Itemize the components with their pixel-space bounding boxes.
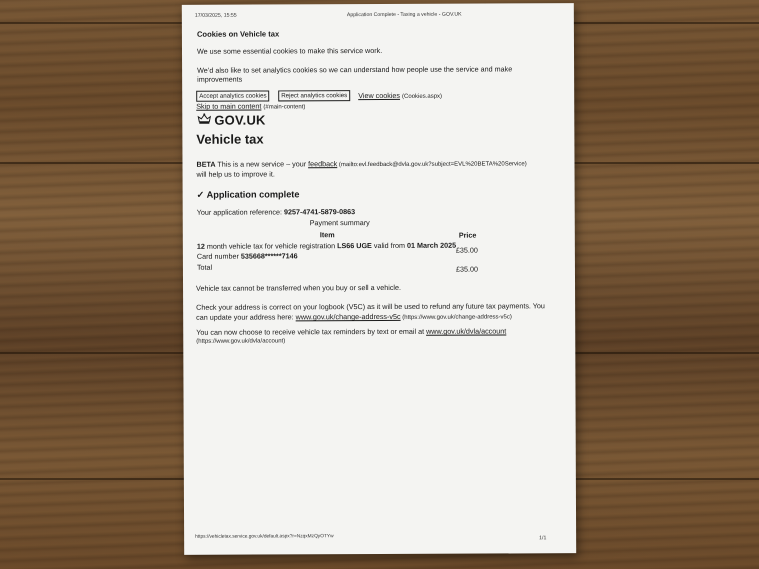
vehicle-registration: LS66 UGE xyxy=(337,241,372,251)
crown-icon xyxy=(197,113,211,126)
item-text: month vehicle tax for vehicle registration xyxy=(204,241,338,251)
application-reference xyxy=(197,207,355,217)
beta-banner xyxy=(196,158,526,170)
reference-label: Your application reference: xyxy=(196,207,284,217)
valid-from-date: 01 March 2025 xyxy=(406,240,457,250)
address-note: Check your address is correct on your logbook (V5C) as it will be used to refund any future tax payments. You xyxy=(196,301,545,312)
print-footer-url: https://vehicletax.service.gov.uk/default.aspx?r=NzqxMzQyOTYw xyxy=(195,534,334,540)
item-text: valid from xyxy=(371,240,408,251)
print-page-title: Application Complete - Taxing a vehicle - GOV.UK xyxy=(346,11,462,19)
govuk-logo[interactable]: GOV.UK xyxy=(214,112,266,128)
check-icon: ✓ xyxy=(196,189,205,200)
reminders-text: You can now choose to receive vehicle tax reminders by text or email at xyxy=(196,326,427,337)
total-price: £35.00 xyxy=(455,264,478,274)
column-header-item: Item xyxy=(319,230,335,240)
transfer-note: Vehicle tax cannot be transferred when you buy or sell a vehicle. xyxy=(196,282,402,293)
feedback-link[interactable]: feedback xyxy=(308,159,338,169)
skip-link-label[interactable]: Skip to main content xyxy=(196,101,262,111)
skip-link[interactable] xyxy=(196,101,305,112)
confirmation-title-text: Application complete xyxy=(206,189,300,200)
skip-link-url: (#main-content) xyxy=(263,104,306,111)
column-header-price: Price xyxy=(458,230,477,240)
beta-tag: BETA xyxy=(196,159,216,169)
feedback-url: (mailto:evl.feedback@dvla.gov.uk?subject=EVL%20BETA%20Service) xyxy=(337,161,527,169)
change-address-url: (https://www.gov.uk/change-address-v5c) xyxy=(400,314,512,321)
dvla-account-link[interactable]: www.gov.uk/dvla/account xyxy=(426,326,507,336)
print-page-number: 1/1 xyxy=(539,535,547,542)
accept-cookies-button[interactable]: Accept analytics cookies xyxy=(196,90,269,101)
table-row-item xyxy=(197,241,456,252)
print-datetime: 17/03/2025, 15:55 xyxy=(194,12,237,19)
printed-page xyxy=(182,3,576,555)
table-caption: Payment summary xyxy=(309,218,370,228)
duration-months: 12 xyxy=(196,241,205,251)
reminders-note xyxy=(196,326,506,337)
cookie-heading: Cookies on Vehicle tax xyxy=(196,29,280,39)
card-label: Card number xyxy=(196,251,241,261)
cookie-text: We’d also like to set analytics cookies so we can understand how people use the service and make xyxy=(197,64,513,75)
change-address-link[interactable]: www.gov.uk/change-address-v5c xyxy=(295,311,401,322)
confirmation-title xyxy=(197,188,300,201)
view-cookies-url: (Cookies.aspx) xyxy=(402,93,443,100)
reference-value: 9257-4741-5879-0863 xyxy=(283,207,356,217)
address-note-text: can update your address here: xyxy=(196,312,296,322)
total-label: Total xyxy=(196,262,213,272)
cookie-text: We use some essential cookies to make this service work. xyxy=(196,45,383,56)
view-cookies-link[interactable] xyxy=(358,91,442,101)
card-number xyxy=(197,251,298,261)
beta-text: will help us to improve it. xyxy=(196,169,275,179)
item-price: £35.00 xyxy=(455,245,478,255)
address-note-line2 xyxy=(196,311,512,322)
reject-cookies-button[interactable]: Reject analytics cookies xyxy=(278,90,350,101)
dvla-account-url: (https://www.gov.uk/dvla/account) xyxy=(196,338,286,345)
service-name[interactable]: Vehicle tax xyxy=(196,131,264,147)
card-value: 535668******7146 xyxy=(240,251,298,261)
beta-text: This is a new service – your xyxy=(215,159,309,169)
view-cookies-label[interactable]: View cookies xyxy=(358,90,401,101)
cookie-text: improvements xyxy=(197,74,243,84)
